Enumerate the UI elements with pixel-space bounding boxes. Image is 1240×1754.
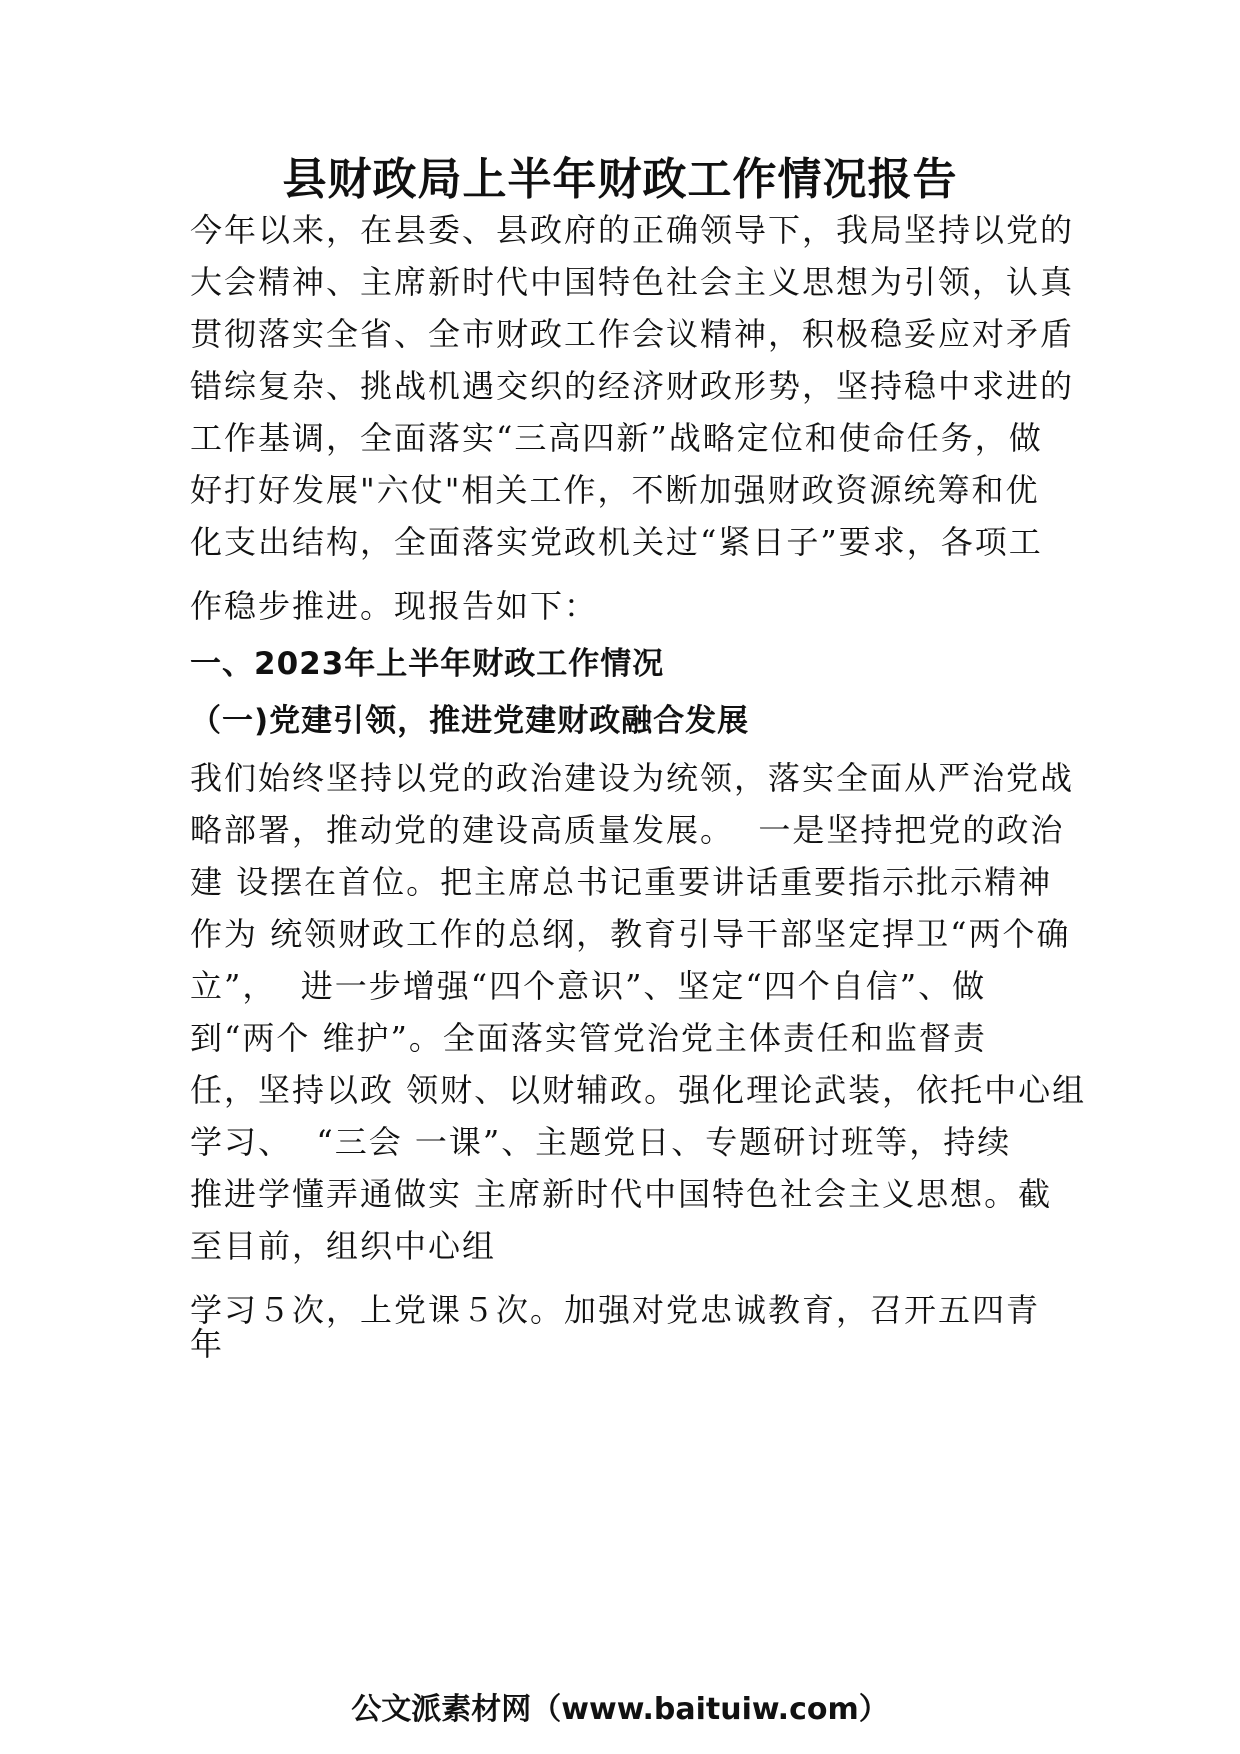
intro-line: 工作基调，全面落实“三高四新”战略定位和使命任务，做 — [190, 419, 1043, 457]
intro-line: 错综复杂、挑战机遇交织的经济财政形势，坚持稳中求进的 — [190, 367, 1075, 405]
body-line: 至目前，组织中心组 — [190, 1227, 497, 1265]
body-line: 到“两个 维护”。全面落实管党治党主体责任和监督责 — [190, 1019, 987, 1057]
intro-line: 作稳步推进。现报告如下： — [190, 587, 599, 625]
intro-line: 好打好发展"六仗"相关工作，不断加强财政资源统筹和优 — [190, 471, 1040, 509]
footer-watermark: 公文派素材网（www.baituiw.com） — [351, 1692, 889, 1727]
body-line: 立”， 进一步增强“四个意识”、坚定“四个自信”、做 — [190, 967, 987, 1005]
body-line: 略部署，推动党的建设高质量发展。 一是坚持把党的政治 — [190, 811, 1065, 849]
body-line: 学习５次，上党课５次。加强对党忠诚教育，召开五四青 — [190, 1291, 1041, 1329]
intro-line: 今年以来，在县委、县政府的正确领导下，我局坚持以党的 — [190, 211, 1075, 249]
body-line: 建 设摆在首位。把主席总书记重要讲话重要指示批示精神 — [190, 863, 1053, 901]
document-title: 县财政局上半年财政工作情况报告 — [282, 154, 958, 205]
body-line: 年 — [190, 1325, 225, 1363]
body-line: 我们始终坚持以党的政治建设为统领，落实全面从严治党战 — [190, 759, 1075, 797]
body-line: 推进学懂弄通做实 主席新时代中国特色社会主义思想。截 — [190, 1175, 1053, 1213]
intro-line: 化支出结构，全面落实党政机关过“紧日子”要求，各项工 — [190, 523, 1043, 561]
body-line: 作为 统领财政工作的总纲，教育引导干部坚定捍卫“两个确 — [190, 915, 1071, 953]
body-line: 任，坚持以政 领财、以财辅政。强化理论武装，依托中心组 — [190, 1071, 1087, 1109]
intro-line: 贯彻落实全省、全市财政工作会议精神，积极稳妥应对矛盾 — [190, 315, 1075, 353]
subsection-heading: （一)党建引领，推进党建财政融合发展 — [190, 703, 750, 739]
body-line: 学习、 “三会 一课”、主题党日、专题研讨班等，持续 — [190, 1123, 1012, 1161]
intro-line: 大会精神、主席新时代中国特色社会主义思想为引领，认真 — [190, 263, 1075, 301]
section-heading: 一、2023年上半年财政工作情况 — [190, 646, 665, 682]
